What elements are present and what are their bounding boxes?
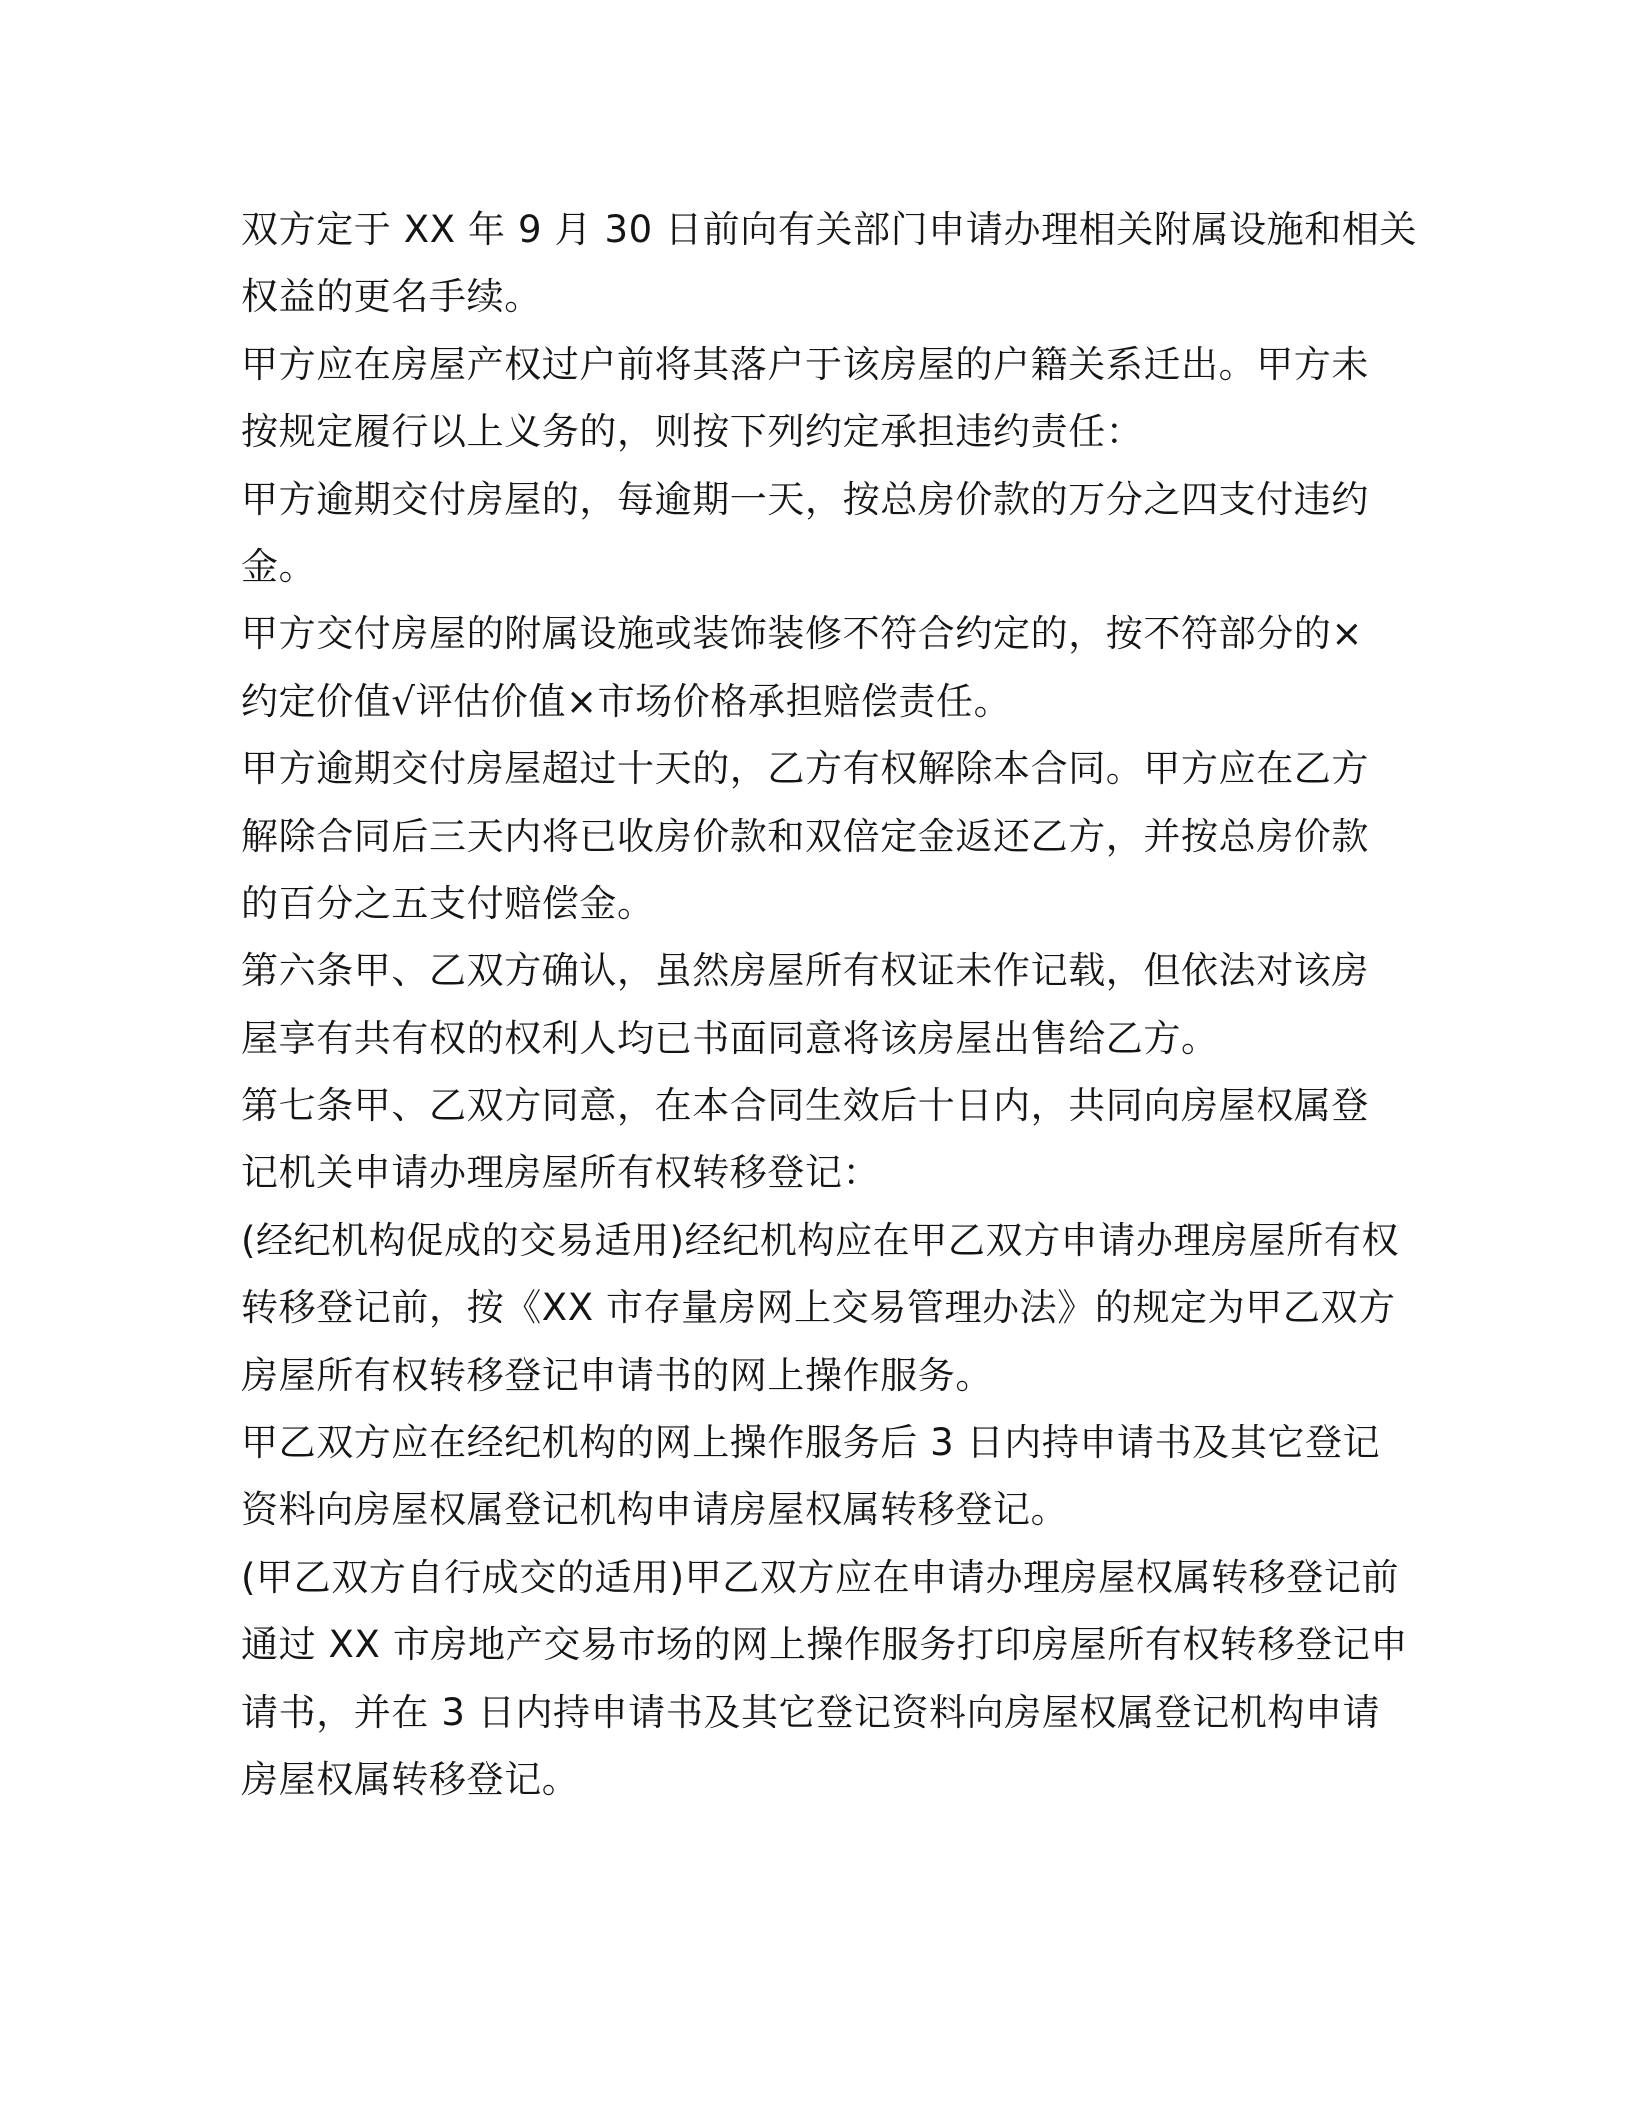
text-line: 转移登记前，按《XX 市存量房网上交易管理办法》的规定为甲乙双方: [241, 1286, 1396, 1330]
text-line: 甲方应在房屋产权过户前将其落户于该房屋的户籍关系迁出。甲方未: [241, 342, 1369, 386]
text-line: 权益的更名手续。: [241, 275, 542, 319]
text-line: 第七条甲、乙双方同意，在本合同生效后十日内，共同向房屋权属登: [241, 1084, 1369, 1128]
text-line: 甲方逾期交付房屋的，每逾期一天，按总房价款的万分之四支付违约: [241, 477, 1369, 521]
text-line: 记机关申请办理房屋所有权转移登记：: [241, 1151, 881, 1195]
text-line: 屋享有共有权的权利人均已书面同意将该房屋出售给乙方。: [241, 1016, 1219, 1060]
text-line: 第六条甲、乙双方确认，虽然房屋所有权证未作记载，但依法对该房: [241, 949, 1369, 993]
document-body: [241, 196, 1418, 1813]
text-line: 金。: [241, 544, 317, 588]
text-line: 甲方交付房屋的附属设施或装饰装修不符合约定的，按不符部分的×: [241, 612, 1363, 656]
text-line: 双方定于 XX 年 9 月 30 日前向有关部门申请办理相关附属设施和相关: [241, 208, 1418, 251]
text-line: (甲乙双方自行成交的适用)甲乙双方应在申请办理房屋权属转移登记前: [241, 1555, 1400, 1599]
text-line: 通过 XX 市房地产交易市场的网上操作服务打印房屋所有权转移登记申: [241, 1623, 1409, 1667]
text-line: 约定价值√评估价值×市场价格承担赔偿责任。: [241, 679, 1012, 723]
text-line: 甲方逾期交付房屋超过十天的，乙方有权解除本合同。甲方应在乙方: [241, 747, 1369, 791]
text-line: 请书，并在 3 日内持申请书及其它登记资料向房屋权属登记机构申请: [241, 1690, 1381, 1734]
text-line: 解除合同后三天内将已收房价款和双倍定金返还乙方，并按总房价款: [241, 814, 1369, 858]
text-line: 房屋权属转移登记。: [241, 1757, 580, 1801]
text-line: (经纪机构促成的交易适用)经纪机构应在甲乙双方申请办理房屋所有权: [241, 1218, 1400, 1262]
text-line: 按规定履行以上义务的，则按下列约定承担违约责任：: [241, 410, 1144, 454]
text-line: 房屋所有权转移登记申请书的网上操作服务。: [241, 1353, 993, 1397]
text-line: 的百分之五支付赔偿金。: [241, 881, 655, 925]
text-line: 资料向房屋权属登记机构申请房屋权属转移登记。: [241, 1488, 1069, 1532]
text-line: 甲乙双方应在经纪机构的网上操作服务后 3 日内持申请书及其它登记: [241, 1421, 1381, 1465]
